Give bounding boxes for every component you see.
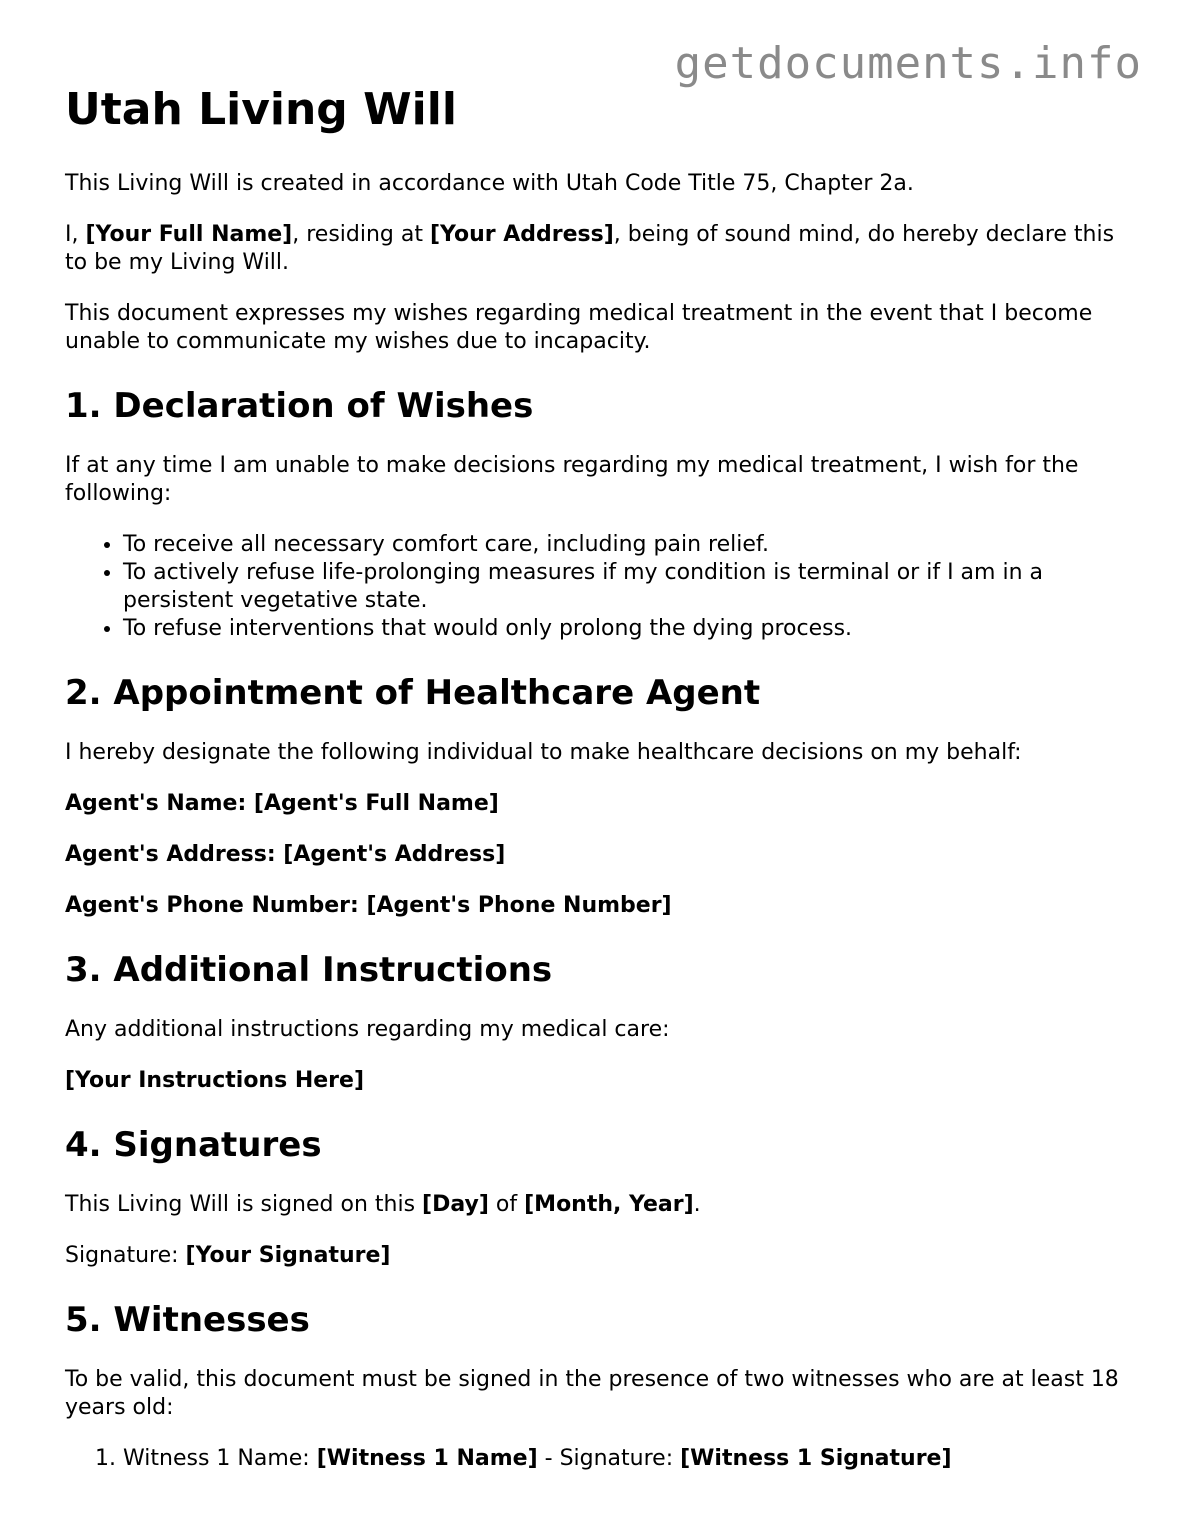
witness-item: 1. Witness 1 Name: [Witness 1 Name] - Signature: [Witness 1 Signature] xyxy=(123,1445,1125,1473)
witness-1-name-placeholder: [Witness 1 Name] xyxy=(316,1446,538,1471)
intro-purpose: This document expresses my wishes regarding medical treatment in the event that I become unable to communicate my wishes due to incapacity. xyxy=(65,301,1093,354)
address-placeholder: [Your Address] xyxy=(429,222,614,247)
watermark: getdocuments.info xyxy=(674,38,1142,89)
section-2-heading: 2. Appointment of Healthcare Agent xyxy=(65,673,761,713)
list-item: • To refuse interventions that would only prolong the dying process. xyxy=(123,615,1125,643)
section-3-heading: 3. Additional Instructions xyxy=(65,950,553,990)
agent-phone-line: Agent's Phone Number: [Agent's Phone Number] xyxy=(65,893,672,918)
document-page xyxy=(65,84,1125,1481)
agent-address-line: Agent's Address: [Agent's Address] xyxy=(65,842,506,867)
day-placeholder: [Day] xyxy=(422,1192,489,1217)
witness-list xyxy=(65,1445,1125,1473)
witness-1-signature-placeholder: [Witness 1 Signature] xyxy=(680,1446,952,1471)
section-1-intro: If at any time I am unable to make decisions regarding my medical treatment, I wish for the following: xyxy=(65,453,1079,506)
intro-declaration: I, [Your Full Name], residing at [Your Address], being of sound mind, do hereby declare this to be my Living Will. xyxy=(65,222,1115,275)
section-2-intro: I hereby designate the following individual to make healthcare decisions on my behalf: xyxy=(65,740,1022,765)
signed-date-line: This Living Will is signed on this [Day] of [Month, Year]. xyxy=(65,1192,701,1217)
intro-code-line: This Living Will is created in accordance with Utah Code Title 75, Chapter 2a. xyxy=(65,171,914,196)
document-title: Utah Living Will xyxy=(65,84,457,135)
list-item: • To receive all necessary comfort care, including pain relief. xyxy=(123,531,1125,559)
section-4-heading: 4. Signatures xyxy=(65,1125,322,1165)
section-3-intro: Any additional instructions regarding my medical care: xyxy=(65,1017,670,1042)
wishes-list xyxy=(65,531,1125,643)
signature-line: Signature: [Your Signature] xyxy=(65,1243,391,1268)
section-5-heading: 5. Witnesses xyxy=(65,1300,310,1340)
list-item: • To actively refuse life-prolonging measures if my condition is terminal or if I am in a persistent vegetative state. xyxy=(123,559,1125,615)
full-name-placeholder: [Your Full Name] xyxy=(85,222,293,247)
month-year-placeholder: [Month, Year] xyxy=(524,1192,694,1217)
section-5-intro: To be valid, this document must be signed in the presence of two witnesses who are at least 18 years old: xyxy=(65,1367,1119,1420)
agent-name-line: Agent's Name: [Agent's Full Name] xyxy=(65,791,499,816)
section-1-heading: 1. Declaration of Wishes xyxy=(65,386,534,426)
instructions-placeholder: [Your Instructions Here] xyxy=(65,1068,365,1093)
signature-placeholder: [Your Signature] xyxy=(185,1243,391,1268)
